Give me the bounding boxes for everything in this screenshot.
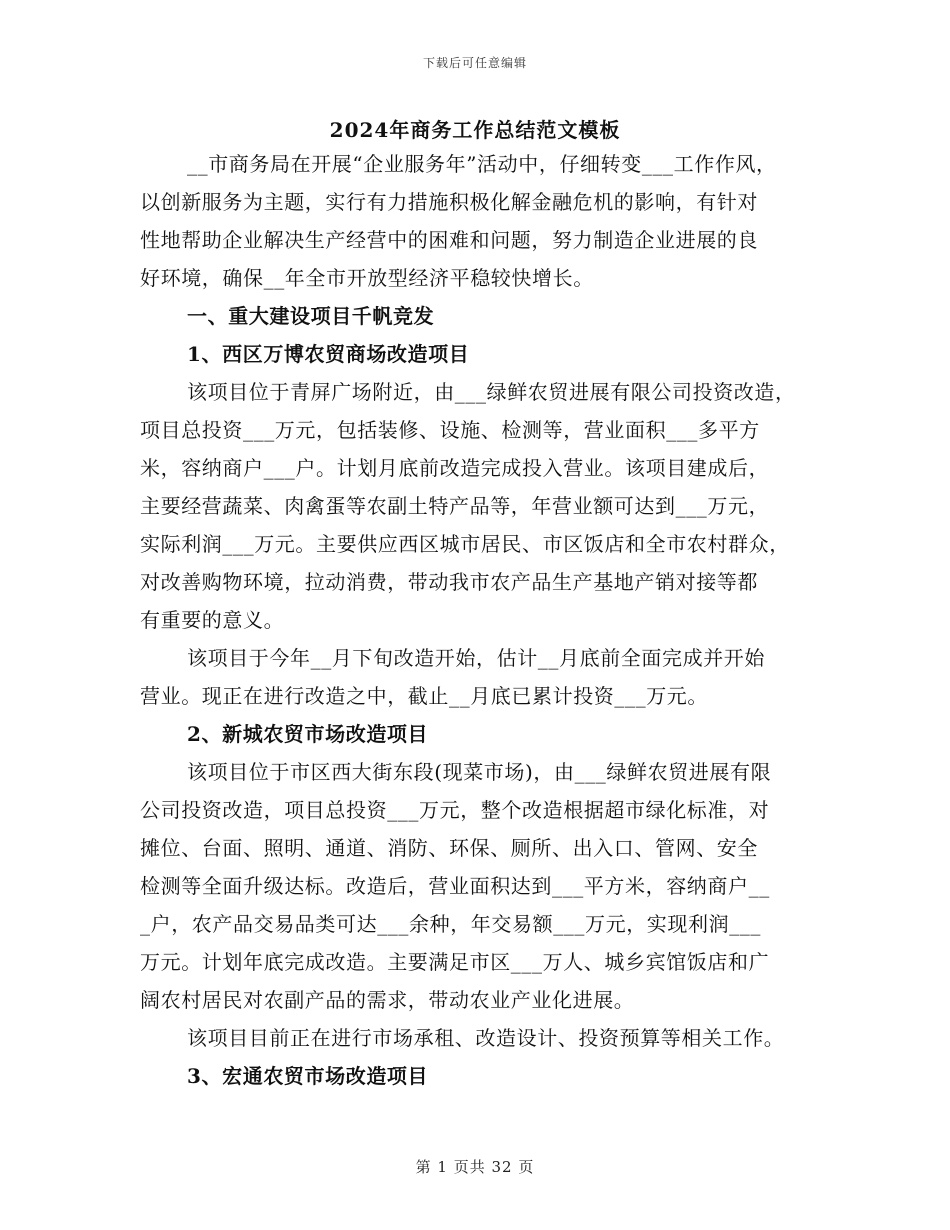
- paragraph-line: 主要经营蔬菜、肉禽蛋等农副土特产品等，年营业额可达到___万元，: [140, 494, 770, 518]
- paragraph-line: 实际利润___万元。主要供应西区城市居民、市区饭店和全市农村群众，: [140, 532, 790, 556]
- section-heading: 3、宏通农贸市场改造项目: [187, 1064, 429, 1088]
- paragraph-line: 该项目目前正在进行市场承租、改造设计、投资预算等相关工作。: [187, 1026, 785, 1050]
- paragraph-line: 以创新服务为主题，实行有力措施积极化解金融危机的影响，有针对: [140, 190, 758, 214]
- paragraph-line: 摊位、台面、照明、通道、消防、环保、厕所、出入口、管网、安全: [140, 836, 758, 860]
- document-title: 2024年商务工作总结范文模板: [329, 118, 621, 142]
- paragraph-line: 项目总投资___万元，包括装修、设施、检测等，营业面积___多平方: [140, 418, 760, 442]
- page-header-note: 下载后可任意编辑: [422, 56, 527, 70]
- paragraph-line: 米，容纳商户___户。计划月底前改造完成投入营业。该项目建成后，: [140, 456, 770, 480]
- paragraph-line: 对改善购物环境，拉动消费，带动我市农产品生产基地产销对接等都: [140, 570, 758, 594]
- paragraph-line: 性地帮助企业解决生产经营中的困难和问题，努力制造企业进展的良: [140, 228, 758, 252]
- paragraph-line: 有重要的意义。: [140, 608, 285, 632]
- paragraph-line: 万元。计划年底完成改造。主要满足市区___万人、城乡宾馆饭店和广: [140, 950, 770, 974]
- page-footer-number: 第 1 页共 32 页: [415, 1158, 535, 1176]
- section-heading: 1、西区万博农贸商场改造项目: [187, 342, 470, 366]
- paragraph-line: 营业。现正在进行改造之中，截止__月底已累计投资___万元。: [140, 684, 708, 708]
- paragraph-line: 该项目于今年__月下旬改造开始，估计__月底前全面完成并开始: [187, 646, 765, 670]
- section-heading: 2、新城农贸市场改造项目: [187, 722, 429, 746]
- paragraph-line: 公司投资改造，项目总投资___万元，整个改造根据超市绿化标准，对: [140, 798, 770, 822]
- paragraph-line: __市商务局在开展“企业服务年”活动中，仔细转变___工作作风，: [187, 152, 777, 176]
- paragraph-line: 该项目位于青屏广场附近，由___绿鲜农贸进展有限公司投资改造，: [187, 380, 796, 404]
- paragraph-line: 阔农村居民对农副产品的需求，带动农业产业化进展。: [140, 988, 635, 1012]
- paragraph-line: 检测等全面升级达标。改造后，营业面积达到___平方米，容纳商户__: [140, 874, 770, 898]
- paragraph-line: 该项目位于市区西大街东段(现菜市场)，由___绿鲜农贸进展有限: [187, 760, 772, 784]
- document-body: [140, 145, 820, 1095]
- paragraph-line: 好环境，确保__年全市开放型经济平稳较快增长。: [140, 266, 594, 290]
- section-heading: 一、重大建设项目千帆竞发: [187, 304, 435, 328]
- paragraph-line: _户，农产品交易品类可达___余种，年交易额___万元，实现利润___: [140, 912, 761, 936]
